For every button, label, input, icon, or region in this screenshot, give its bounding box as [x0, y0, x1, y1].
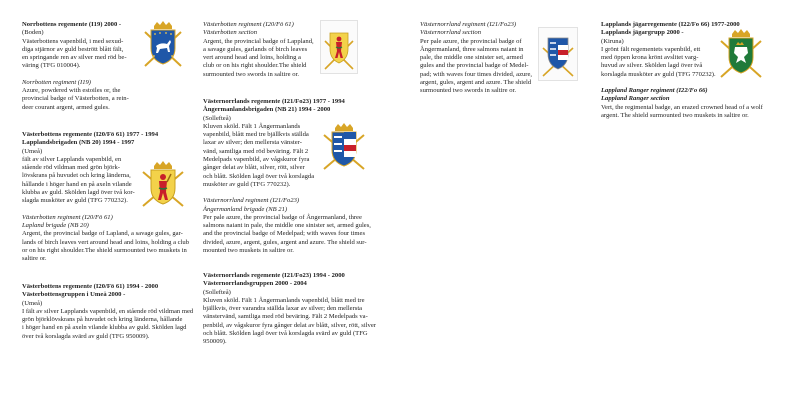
text-line: pad; with waves four times divided, azure, — [420, 70, 533, 78]
text-line: surmounted two swords in saltire or. — [203, 70, 299, 78]
text-line: and the provincial badge of Medelpad; with waves four times — [203, 230, 366, 238]
entry-title-en: Västernorrland regiment (I21/Fo23) — [203, 197, 300, 205]
entry-title-en: Västernorrland section — [420, 29, 481, 37]
text-line: vapenbild, blått med tre bjällkvis ställda — [203, 131, 309, 139]
entry-title: Norrbottens regemente (I19) 2000 - — [22, 21, 122, 28]
entry-title: Västerbottens regemente (I20/Fö 61) 1977 - 1994 — [22, 131, 159, 138]
text-line: bjällkvis, över varandra ställda laxar av silver; den mellersta — [203, 305, 363, 313]
entry-title-en: Lapland brigade (NB 20) — [22, 221, 89, 229]
text-line: argent. The shield surmounted two muskets in saltire or. — [601, 111, 749, 119]
text-line: Argent, the provincial badge of Lappland, — [203, 37, 314, 45]
text-line: Kluven sköld. Fält 1 Ångermanlands — [203, 122, 301, 130]
text-line: laxar av silver; den mellersta vänster- — [203, 139, 302, 147]
entry-location: (Kiruna) — [601, 37, 624, 45]
text-line: Argent, the provincial badge of Lapland, a savage gules, gar- — [22, 230, 183, 238]
text-line: Azure, powdered with estoiles or, the — [22, 87, 121, 95]
text-line: slagda musköter av guld (TFG 770232). — [22, 197, 128, 205]
entry-location: (Umeå) — [22, 299, 43, 307]
text-line: över två korslagda svärd av guld (TFG 950009). — [22, 332, 150, 340]
text-line: surmounted two swords in saltire or. — [420, 87, 516, 95]
entry-location: (Sollefteå) — [203, 114, 231, 122]
entry-title-en: Ångermanland brigade (NB 21) — [203, 205, 288, 213]
text-line: mounted two muskets in saltire or. — [203, 247, 294, 255]
text-line: korslagda musköter av guld (TFG 770232). — [601, 70, 716, 78]
text-line: Per pale azure, the provincial badge of — [420, 37, 522, 45]
text-line: fält av silver Lapplands vapenbild, en — [22, 155, 122, 163]
text-line: Kluven sköld. Fält 1 Ångermanlands vapenbild, blått med tre — [203, 296, 365, 304]
text-line: med öppen krona krönt avslitet varg- — [601, 54, 699, 62]
text-line: deer courant argent, armed gules. — [22, 103, 110, 111]
text-line: penbild, av vågskuror fyra gånger delat av blått, silver, rött, silver — [203, 321, 376, 329]
text-line: huvud av silver. Skölden lagd över två — [601, 62, 703, 70]
text-line: club or on his right shoulder.The shield — [203, 62, 307, 70]
entry-title: Västernorrlandsgruppen 2000 - 2004 — [203, 280, 307, 288]
text-line: Medelpads vapenbild, av vågskuror fyra — [203, 156, 310, 164]
text-line: vänd, samtliga med röd beväring. Fält 2 — [203, 147, 309, 155]
entry-title-en: Västerbotten section — [203, 29, 258, 37]
entry-title: Västerbottens regemente (I20/Fö 61) 1994 - 2000 — [22, 283, 159, 290]
entry-title-en: Västernorrland regiment (I21/Fo23) — [420, 21, 517, 28]
text-line: Vert, the regimental badge, an erazed crowned head of a wolf — [601, 103, 763, 111]
text-line: Västerbottens vapenbild, i med sexud- — [22, 37, 124, 45]
lappland-ranger-coat-of-arms-icon — [717, 27, 765, 81]
text-line: klubba av guld. Skölden lagd över två kor- — [22, 189, 135, 197]
text-line: lövskrans på huvudet och kring länderna, — [22, 172, 131, 180]
entry-title: Ångermanlandsbrigaden (NB 21) 1994 - 2000 — [203, 106, 331, 114]
text-line: väring (TFG 010004). — [22, 62, 81, 70]
entry-vasternorrlands-regemente-1994 — [203, 272, 388, 347]
entry-location: (Umeå) — [22, 147, 43, 155]
text-line: or on his right shoulder.The shield surmounted two muskets in — [22, 246, 187, 254]
text-line: saltire or. — [22, 255, 47, 263]
entry-title-en: Lappland Ranger regiment (I22/Fo 66) — [601, 87, 708, 95]
text-line: diga stjärnor av guld bestrött blått fält, — [22, 45, 124, 53]
text-line: 950009). — [203, 338, 227, 346]
text-line: salmons naiant in pale, the middle one sinister set, armed gules, — [203, 222, 371, 230]
text-line: I fält av silver Lapplands vapenbild, en stående röd vildman med — [22, 307, 194, 315]
text-line: stående röd vildman med grön björk- — [22, 164, 120, 172]
text-line: vert around head and loins, holding a — [203, 54, 301, 62]
entry-title: Västernorrlands regemente (I21/Fo23) 1994 - 2000 — [203, 272, 345, 279]
entry-title: Västernorrlands regemente (I21/Fo23) 1977 - 1994 — [203, 98, 345, 105]
vasternorrland-section-coat-of-arms-icon — [539, 28, 577, 80]
text-line: musköter av guld (TFG 770232). — [203, 180, 291, 188]
text-line: Ångermanland, three salmons naiant in — [420, 45, 524, 53]
vasternorrland-section-badge-frame — [538, 27, 578, 81]
text-line: i höger hand en på axeln vilande klubba av guld. Skölden lagd — [22, 324, 187, 332]
entry-title: Lapplands jägargrupp 2000 - — [601, 29, 684, 37]
vasterbotten-coat-of-arms-icon — [139, 160, 187, 210]
entry-title: Västerbottensgruppen i Umeå 2000 - — [22, 291, 126, 299]
text-line: lands of birch leaves vert around head and loins, holding a club — [22, 238, 189, 246]
entry-title-en: Lappland Ranger section — [601, 95, 670, 103]
entry-title-en: Västerbotten regiment (I20/Fö 61) — [22, 213, 113, 221]
text-line: och blått. Skölden lagd över två korslagda — [203, 172, 315, 180]
text-line: pale, the middle one sinister set, armed — [420, 54, 523, 62]
text-line: och blått. Skölden lagd över två korslagda svärd av guld (TFG — [203, 330, 368, 338]
text-line: grön björklövskrans på huvudet och kring länderna, hållande — [22, 316, 183, 324]
entry-vasterbottens-regemente-1994 — [22, 283, 207, 341]
text-line: gules and the provincial badge of Medel- — [420, 62, 529, 70]
entry-title: Lapplands jägarregemente (I22/Fo 66) 1977-2000 — [601, 21, 740, 28]
text-line: vänstervänd, samtliga med röd beväring. Fält 2 Medelpads va- — [203, 313, 368, 321]
entry-title: Lapplandsbrigaden (NB 20) 1994 - 1997 — [22, 139, 135, 147]
text-line: hållande i höger hand en på axeln vilande — [22, 180, 132, 188]
text-line: gånger delat av blått, silver, rött, silver — [203, 164, 305, 172]
text-line: en springande ren av silver med röd be- — [22, 54, 127, 62]
text-line: argent, gules, argent and azure. The shield — [420, 79, 532, 87]
entry-title-en: Norrbotten regiment (I19) — [22, 78, 91, 86]
vasterbotten-section-coat-of-arms-icon — [321, 21, 357, 73]
text-line: a savage gules, garlands of birch leaves — [203, 45, 308, 53]
text-line: I grönt fält regementets vapenbild, ett — [601, 45, 701, 53]
vasterbotten-section-badge-frame — [320, 20, 358, 74]
vasternorrland-coat-of-arms-icon — [320, 121, 368, 173]
norrbotten-coat-of-arms-icon — [139, 20, 187, 70]
entry-location: (Sollefteå) — [203, 288, 231, 296]
entry-title-en: Västerbotten regiment (I20/Fö 61) — [203, 21, 294, 28]
text-line: divided, azure, argent, gules, argent and azure. The shield sur- — [203, 238, 367, 246]
entry-location: (Boden) — [22, 29, 44, 37]
text-line: provincial badge of Västerbotten, a rein- — [22, 95, 129, 103]
text-line: Per pale azure, the provincial badge of Ångermanland, three — [203, 213, 362, 221]
